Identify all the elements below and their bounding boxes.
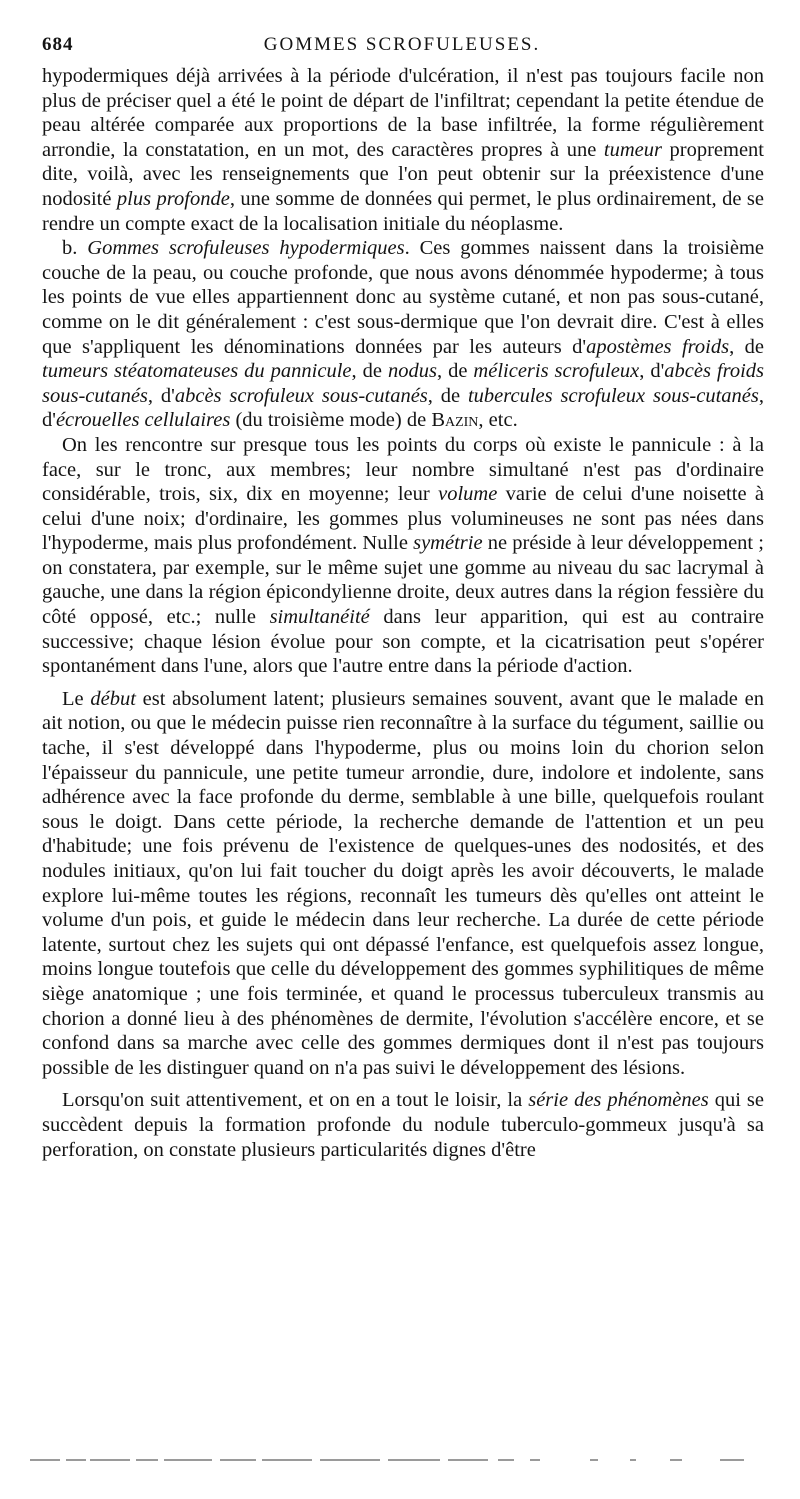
- paragraph: [42, 1088, 764, 1162]
- body-text: [42, 64, 764, 1162]
- text-run: , une somme de données qui permet, le plus ordinairement, de se rendre un compte exact de la localisation initiale du néoplasme.: [42, 187, 764, 235]
- text-run: , de: [427, 384, 468, 407]
- italic-term: simultanéité: [269, 606, 370, 629]
- paragraph: [42, 433, 764, 679]
- footer-dash: [262, 1459, 312, 1461]
- footer-dash: [220, 1459, 256, 1461]
- footer-dash: [320, 1459, 380, 1461]
- footer-dash: [136, 1459, 158, 1461]
- italic-term: début: [90, 687, 136, 710]
- paragraph: [42, 236, 764, 433]
- text-run: Lorsqu'on suit attentivement, et on en a tout le loisir, la: [62, 1089, 529, 1112]
- text-run: . Ces gommes naissent dans la troisième couche de la peau, ou couche profonde, que nous avons dénommée hypoderme; à tous les points de vue elles appartiennent donc au système cutané, et non pas sous-cutané, comme on le dit généralement : c'est sous-dermique que l'on devrait dire. C'est à elles que s'appliquent les dénominations données par les auteurs d': [42, 237, 764, 358]
- footer-dash: [448, 1459, 488, 1461]
- footer-dash: [498, 1459, 514, 1461]
- italic-term: volume: [438, 483, 498, 506]
- footer-dash: [720, 1459, 744, 1461]
- text-run: (du troisième mode) de: [230, 409, 432, 432]
- italic-term: abcès scrofuleux sous-cutanés: [174, 384, 428, 407]
- page-header: [42, 30, 762, 66]
- italic-term: Gommes scrofuleuses hypodermiques: [87, 237, 405, 260]
- italic-term: tubercules scrofuleux sous-cutanés: [467, 384, 759, 407]
- italic-term: méliceris scrofuleux: [473, 360, 640, 383]
- footer-dash: [66, 1459, 86, 1461]
- italic-term: écrouelles cellulaires: [55, 409, 231, 432]
- italic-term: apostèmes froids: [586, 335, 730, 358]
- text-run: , d': [147, 384, 175, 407]
- page-number: 684: [42, 34, 74, 55]
- footer-dash: [530, 1459, 540, 1461]
- text-run: On les rencontre sur presque tous les points du corps où existe le pannicule : à la face, sur le tronc, aux membres; leur nombre simultané n'est pas d'ordinaire considérable, trois, six, dix en moyenne; leur: [42, 433, 764, 506]
- text-run: , d': [639, 360, 665, 383]
- footer-rule: [30, 1456, 760, 1464]
- text-run: varie de celui d'une noisette à celui d'une noix; d'ordinaire, les gommes plus volumineuses ne sont pas nées dans l'hypoderme, mais plus profondément. Nulle: [42, 483, 765, 555]
- text-run: proprement dite, voilà, avec les renseignements que l'on peut obtenir sur la préexistence d'une nodosité: [42, 138, 765, 210]
- paragraph: [42, 687, 764, 1081]
- text-run: qui se succèdent depuis la formation profonde du nodule tuberculo-gommeux jusqu'à sa perforation, on constate plusieurs particularités dignes d'être: [42, 1089, 764, 1161]
- footer-dash: [388, 1459, 440, 1461]
- italic-term: série des phénomènes: [528, 1089, 709, 1112]
- italic-term: nodus: [387, 360, 437, 383]
- text-run: , de: [436, 360, 474, 383]
- italic-term: symétrie: [413, 532, 483, 555]
- paragraph: [42, 64, 764, 236]
- footer-dash: [90, 1459, 130, 1461]
- italic-term: tumeurs stéatomateuses du pannicule: [42, 360, 352, 383]
- text-run: , de: [729, 335, 764, 358]
- text-run: b.: [62, 237, 88, 260]
- footer-dash: [630, 1459, 636, 1461]
- text-run: ne préside à leur développement ; on constatera, par exemple, sur le même sujet une gomme au niveau du sac lacrymal à gauche, une dans la région épicondylienne droite, deux autres dans la région fessière du côté opposé, etc.; nulle: [42, 532, 764, 629]
- footer-dash: [670, 1459, 682, 1461]
- footer-dash: [590, 1459, 598, 1461]
- footer-dash: [164, 1459, 212, 1461]
- italic-term: tumeur: [603, 138, 662, 161]
- text-run: hypodermiques déjà arrivées à la période d'ulcération, il n'est pas toujours facile non plus de préciser quel a été le point de départ de l'infiltrat; cependant la petite étendue de peau altérée comparée aux proportions de la base infiltrée, la forme régulièrement arrondie, la constatation, en un mot, des caractères propres à une: [42, 65, 764, 161]
- text-run: Le: [62, 687, 91, 710]
- text-run: , etc.: [478, 409, 518, 432]
- italic-term: plus profonde: [116, 187, 230, 210]
- text-run: , d': [42, 384, 764, 432]
- text-run: , de: [351, 360, 388, 383]
- author-name: Bazin: [431, 409, 479, 432]
- text-run: dans leur apparition, qui est au contraire successive; chaque lésion évolue pour son compte, et la cicatrisation peut s'opérer spontanément dans l'une, alors que l'autre entre dans la période d'action.: [42, 606, 764, 678]
- italic-term: abcès froids sous-cutanés: [42, 360, 765, 407]
- footer-dash: [30, 1459, 60, 1461]
- text-run: est absolument latent; plusieurs semaines souvent, avant que le malade en ait notion, ou que le médecin puisse rien reconnaître à la surface du tégument, saillie ou tache, il s'est développé dans l'hypoderme, plus ou moins loin du chorion selon l'épaisseur du pannicule, une petite tumeur arrondie, dure, indolore et indolente, sans adhérence avec la face profonde du derme, semblable à une bille, quelquefois roulant sous le doigt. Dans cette période, la recherche demande de l'attention et un peu d'habitude; une fois prévenu de l'existence de quelques-unes des nodosités, et des nodules initiaux, qu'on lui fait toucher du doigt après les avoir découverts, le malade explore lui-même toutes les régions, reconnaît les tumeurs dès qu'elles ont atteint le volume d'un pois, et guide le médecin dans leur recherche. La durée de cette période latente, surtout chez les sujets qui ont dépassé l'enfance, est quelquefois assez longue, moins longue toutefois que celle du développement des gommes syphilitiques de même siège anatomique ; une fois terminée, et quand le processus tuberculeux transmis au chorion a donné lieu à des phénomènes de dermite, l'évolution s'accélère encore, et se confond dans sa marche avec celle des gommes dermiques dont il n'est pas toujours possible de les distinguer quand on n'a pas suivi le développement des lésions.: [42, 687, 765, 1079]
- running-title: GOMMES SCROFULEUSES.: [263, 34, 541, 55]
